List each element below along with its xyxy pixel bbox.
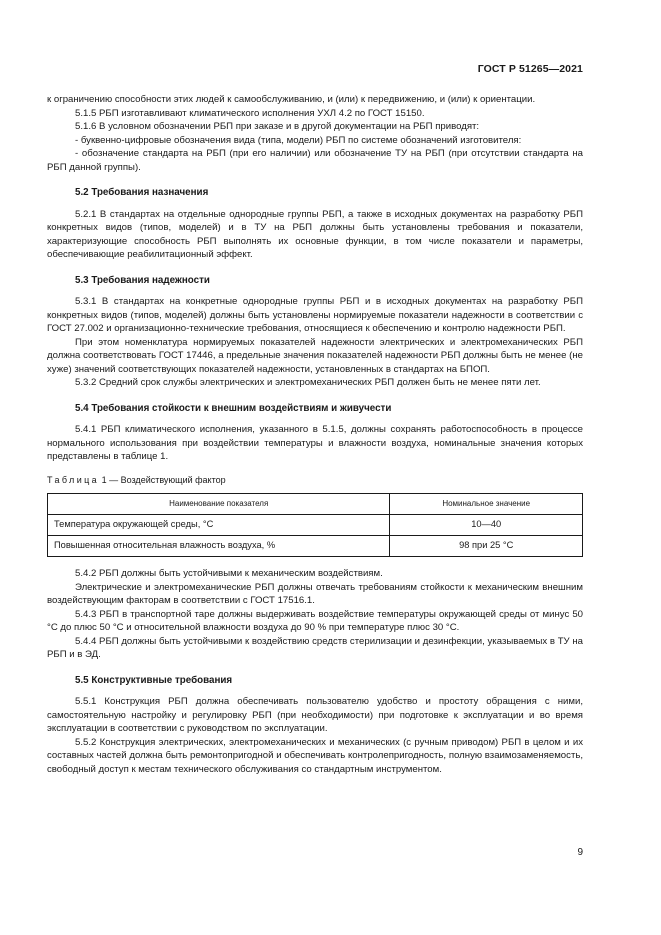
table-row <box>48 536 583 557</box>
table-header-row <box>48 494 583 515</box>
section-heading: 5.5 Конструктивные требования <box>75 674 233 686</box>
column-header: Наименование показателя <box>48 494 390 515</box>
paragraph: 5.4.3 РБП в транспортной таре должны выдерживать воздействие температуры окружающей среды от минус 50 °С до плюс 50 °С и относительной влажности воздуха до 90 % при температуре плюс 30 °С. <box>47 608 583 633</box>
section-heading: 5.2 Требования назначения <box>75 187 209 198</box>
paragraph: 5.3.2 Средний срок службы электрических и электромеханических РБП должен быть не менее пяти лет. <box>75 377 541 388</box>
paragraph: к ограничению способности этих людей к самообслуживанию, и (или) к передвижению, и (или) к ориентации. <box>47 94 536 105</box>
table-cell: Температура окружающей среды, °С <box>48 515 390 536</box>
paragraph: 5.3.1 В стандартах на конкретные однородные группы РБП и в исходных документах на разработку РБП конкретных видов (типов, моделей) должны быть установлены нормируемые показатели надежности в соответствии с ГОСТ 27.002 и организационно-технические требования, относящиеся к обеспечению и контролю надежности РБП. <box>47 296 583 334</box>
paragraph: 5.1.5 РБП изготавливают климатического исполнения УХЛ 4.2 по ГОСТ 15150. <box>75 107 425 119</box>
table-cell: Повышенная относительная влажность воздуха, % <box>48 536 390 557</box>
table-caption-title: 1 — Воздействующий фактор <box>99 474 226 485</box>
table-caption <box>47 474 583 488</box>
standard-header: ГОСТ Р 51265—2021 <box>477 63 583 75</box>
column-header: Номинальное значение <box>390 494 583 515</box>
table-cell: 10—40 <box>390 515 583 536</box>
page-number: 9 <box>577 847 583 858</box>
paragraph: 5.1.6 В условном обозначении РБП при заказе и в другой документации на РБП приводят: <box>75 121 480 132</box>
factor-table <box>47 493 583 557</box>
paragraph: 5.4.4 РБП должны быть устойчивыми к воздействию средств стерилизации и дезинфекции, указываемых в ТУ на РБП и в ЭД. <box>47 635 583 660</box>
paragraph: 5.4.2 РБП должны быть устойчивыми к механическим воздействиям. <box>75 568 383 579</box>
paragraph: 5.2.1 В стандартах на отдельные однородные группы РБП, а также в исходных документах на разработку РБП конкретных видов (типов, моделей) и в ТУ на РБП должны быть установлены требования и показатели, характеризующие способность РБП выполнять их основные функции, в том числе показатели и параметры, обеспечивающие реабилитационный эффект. <box>47 208 583 260</box>
table-cell: 98 при 25 °С <box>390 536 583 557</box>
paragraph: Электрические и электромеханические РБП должны отвечать требованиям стойкости к механическим внешним воздействующим факторам в соответствии с ГОСТ 17516.1. <box>47 581 583 606</box>
section-heading: 5.4 Требования стойкости к внешним воздействиям и живучести <box>75 402 392 414</box>
list-item: - буквенно-цифровые обозначения вида (типа, модели) РБП по системе обозначений изготовителя: <box>75 134 522 146</box>
table-row <box>48 515 583 536</box>
table-caption-label: Таблица <box>47 474 100 485</box>
document-body <box>47 93 583 776</box>
list-item: - обозначение стандарта на РБП (при его наличии) или обозначение ТУ на РБП (при отсутствии стандарта на РБП данной группы). <box>47 148 583 173</box>
section-heading: 5.3 Требования надежности <box>75 274 210 286</box>
paragraph: 5.5.1 Конструкция РБП должна обеспечивать пользователю удобство и простоту обращения с ними, самостоятельную настройку и регулировку РБП (при необходимости) при подготовке к эксплуатации и во время эксплуатации в соответствии с руководством по эксплуатации. <box>47 696 583 734</box>
paragraph: 5.4.1 РБП климатического исполнения, указанного в 5.1.5, должны сохранять работоспособность в процессе нормального использования при воздействии температуры и влажности воздуха, номинальные значения которых представлены в таблице 1. <box>47 424 583 462</box>
paragraph: 5.5.2 Конструкция электрических, электромеханических и механических (с ручным приводом) РБП в целом и их составных частей должна быть ремонтопригодной и обеспечивать контролепригодность, полную взаимозаменяемость, свободный доступ к местам технического обслуживания со стандартным инструментом. <box>47 736 583 775</box>
paragraph: При этом номенклатура нормируемых показателей надежности электрических и электромеханических РБП должна соответствовать ГОСТ 17446, а предельные значения показателей надежности РБП должны быть не менее (не хуже) значений соответствующих показателей надежности, установленных в стандартах на БПОП. <box>47 336 583 375</box>
